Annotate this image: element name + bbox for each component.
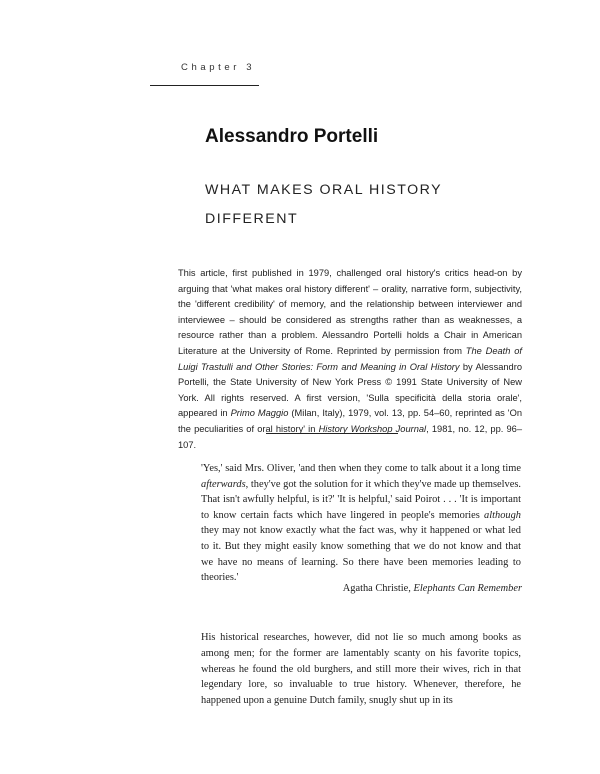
intro-paragraph (178, 266, 522, 453)
attribution-work: Elephants Can Remember (413, 583, 522, 594)
epigraph-emphasis-1: afterwards (201, 478, 246, 490)
chapter-author: Alessandro Portelli (205, 126, 379, 147)
section-divider (266, 433, 398, 434)
intro-journal-2: History Workshop Journal (318, 423, 427, 434)
epigraph-attribution (343, 583, 522, 594)
intro-text-2: by Alessandro Portelli, the State University of New York Press © 1991 State University of New York. All rights reserved. A first version, 'Sulla specificità della storia orale', appeared in (178, 361, 522, 419)
intro-text-4: , 1981, no. 12, pp. 96–107. (178, 423, 523, 450)
epigraph-text-3: they may not know exactly what the fact was, why it happened or what led to it. But they might easily know something that we do not know and that we have no means of learning. So there have been memories leading to theories.' (201, 525, 521, 584)
intro-text-1: This article, first published in 1979, challenged oral history's critics head-on by arguing that 'what makes oral history different' – orality, narrative form, subjectivity, the 'different credibility' of memory, and the relationship between interviewer and interviewee – should be considered as strengths rather than as weaknesses, a resource rather than a problem. Alessandro Portelli holds a Chair in American Literature at the University of Rome. Reprinted by permission from (178, 268, 522, 356)
chapter-title (205, 176, 442, 234)
epigraph (201, 461, 521, 586)
intro-note (178, 266, 522, 453)
intro-text-3: (Milan, Italy), 1979, vol. 13, pp. 54–60, reprinted as 'On the peculiarities of oral history' in (178, 408, 522, 434)
chapter-label: Chapter 3 (181, 62, 256, 73)
intro-journal-1: Primo Maggio (230, 408, 289, 419)
chapter-title-line-2: DIFFERENT (205, 211, 299, 227)
epigraph-emphasis-2: although (484, 509, 521, 521)
intro-book-title: The Death of Luigi Trastulli and Other Stories: Form and Meaning in Oral History (178, 345, 523, 372)
attribution-author: Agatha Christie, (342, 583, 411, 594)
epigraph-text-2: , they've got the solution for it which they've made up themselves. That isn't awfully helpful, is it?' 'It is helpful,' said Poirot . . . 'It is important to know certain facts which have lingered in people's memories (201, 478, 521, 521)
chapter-rule (150, 85, 259, 86)
epigraph-quote (201, 461, 521, 586)
body-text (201, 630, 521, 709)
chapter-title-line-1: WHAT MAKES ORAL HISTORY (205, 182, 443, 198)
body-paragraph: His historical researches, however, did not lie so much among books as among men; for the former are lamentably scanty on his favorite topics, whereas he found the old burghers, and still more their wives, rich in that legendary lore, so invaluable to true history. Whenever, therefore, he happened upon a genuine Dutch family, snugly shut up in its (201, 632, 521, 707)
epigraph-text-1: 'Yes,' said Mrs. Oliver, 'and then when they come to talk about it a long time (201, 463, 521, 474)
